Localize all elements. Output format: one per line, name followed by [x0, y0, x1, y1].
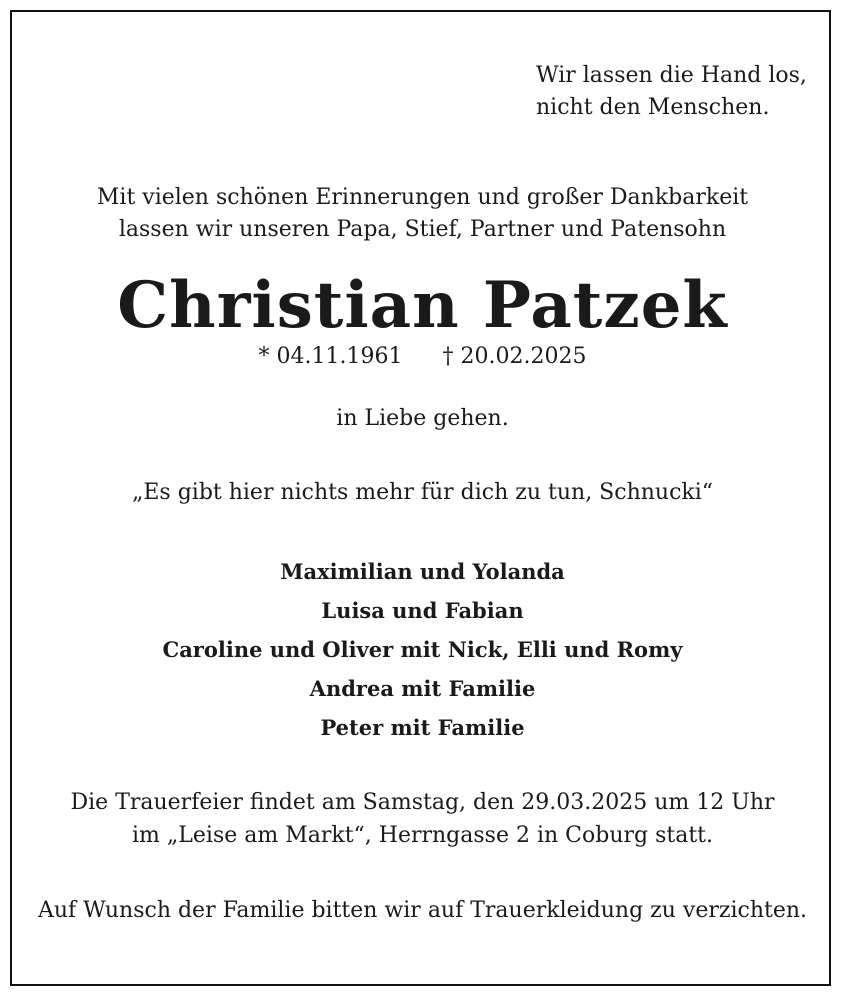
- mourners-list: [0, 552, 845, 747]
- quote: „Es gibt hier nichts mehr für dich zu tun, Schnucki“: [131, 480, 714, 505]
- mourner-line: Maximilian und Yolanda: [280, 559, 565, 584]
- clothing-note: Auf Wunsch der Familie bitten wir auf Trauerkleidung zu verzichten.: [37, 898, 808, 923]
- intro-line-2: lassen wir unseren Papa, Stief, Partner und Patensohn: [118, 217, 727, 242]
- service-line-1: Die Trauerfeier findet am Samstag, den 29.03.2025 um 12 Uhr: [70, 790, 775, 815]
- birth-date: * 04.11.1961: [258, 344, 403, 369]
- mourner-line: Peter mit Familie: [320, 715, 525, 740]
- intro-text: [0, 182, 845, 246]
- farewell-text: in Liebe gehen.: [336, 406, 509, 431]
- funeral-service-info: [0, 786, 845, 852]
- service-line-2: im „Leise am Markt“, Herrngasse 2 in Coburg statt.: [131, 823, 714, 848]
- motto: [536, 60, 807, 124]
- motto-line-1: Wir lassen die Hand los,: [536, 63, 807, 88]
- mourner-line: Andrea mit Familie: [309, 676, 536, 701]
- motto-line-2: nicht den Menschen.: [536, 95, 770, 120]
- intro-line-1: Mit vielen schönen Erinnerungen und großer Dankbarkeit: [96, 185, 749, 210]
- deceased-name: Christian Patzek: [117, 268, 728, 343]
- mourner-line: Caroline und Oliver mit Nick, Elli und Romy: [162, 637, 683, 662]
- life-dates: [0, 340, 845, 374]
- death-date: † 20.02.2025: [442, 344, 587, 369]
- mourner-line: Luisa und Fabian: [321, 598, 524, 623]
